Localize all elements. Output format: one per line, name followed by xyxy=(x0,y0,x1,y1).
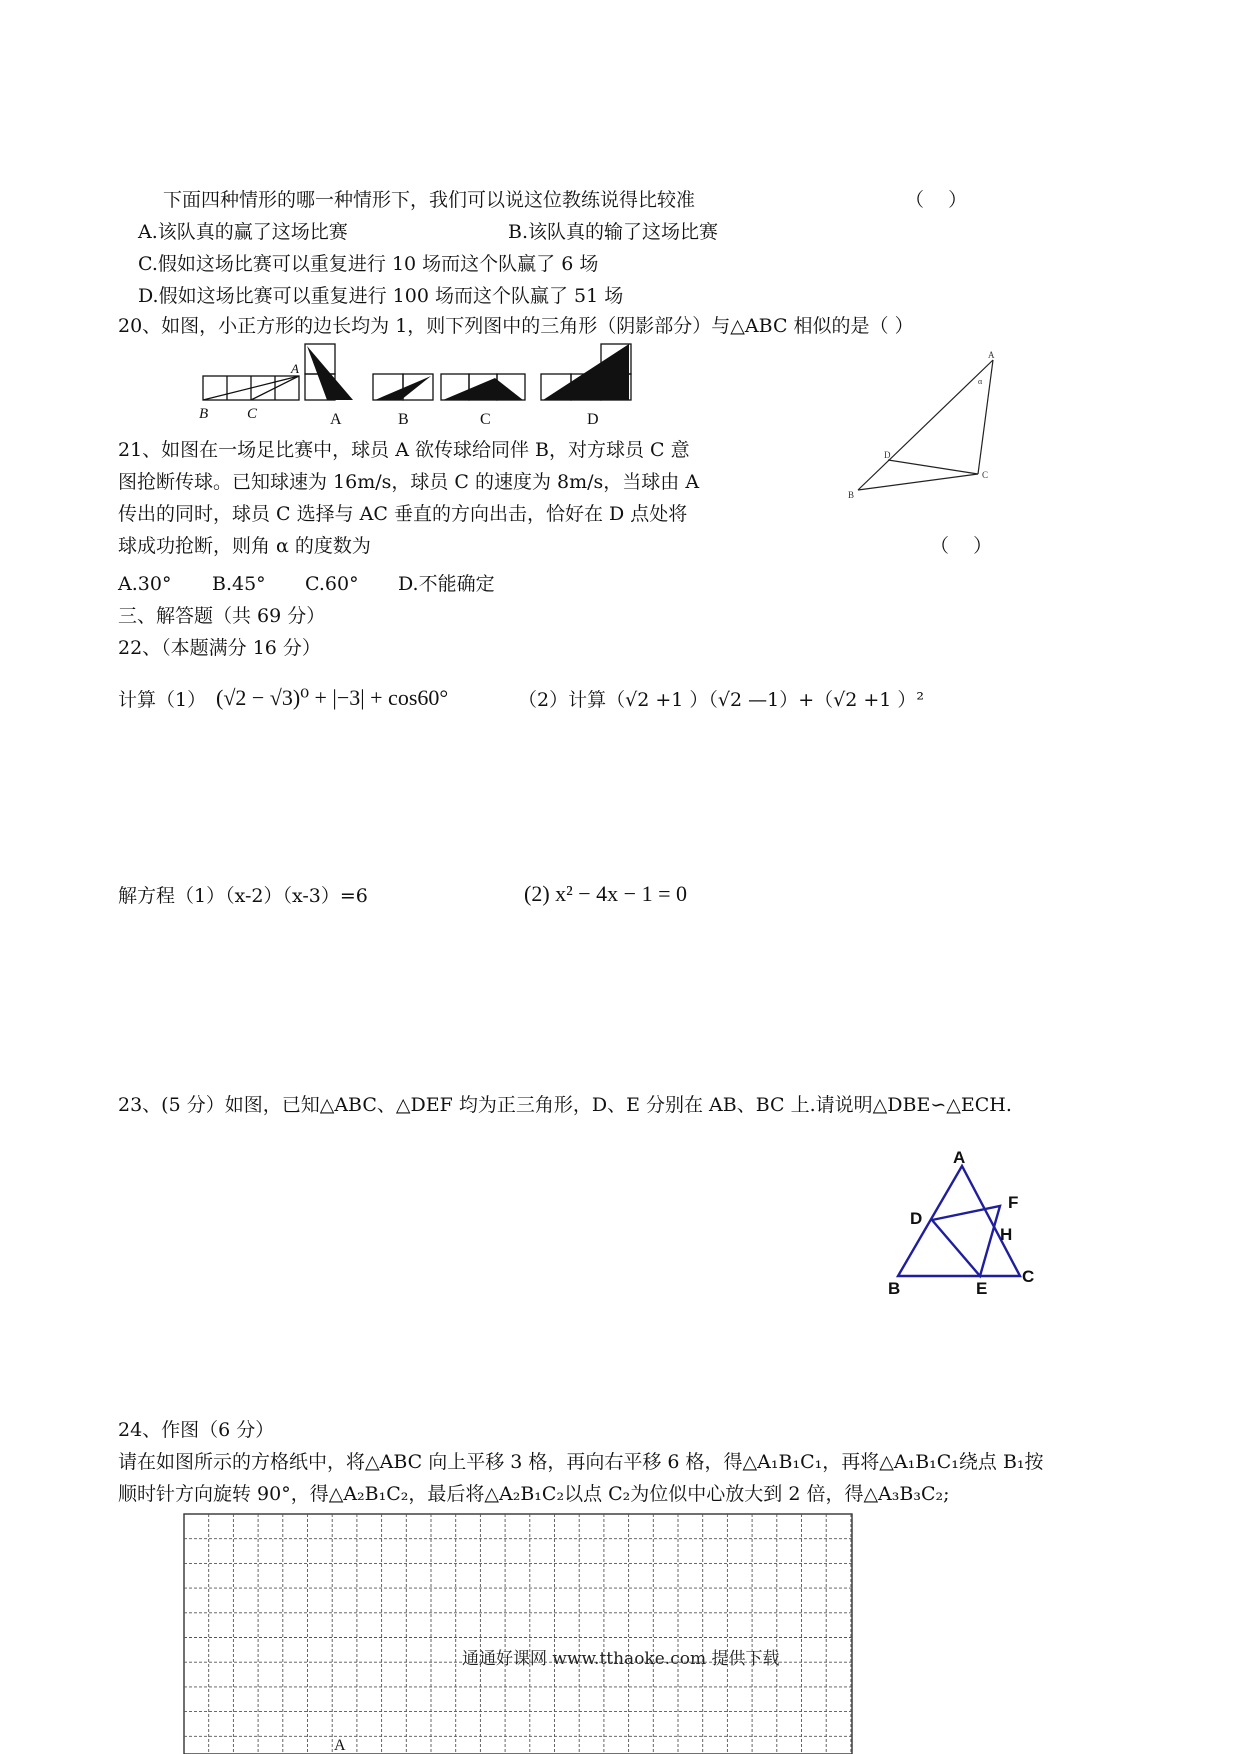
q21-label-b: B xyxy=(848,490,855,500)
q22-title: 22、（本题满分 16 分） xyxy=(118,637,321,659)
q20-text: 20、如图，小正方形的边长均为 1，则下列图中的三角形（阴影部分）与△ABC 相似的是（ ） xyxy=(118,315,914,337)
q21-label-a: A xyxy=(988,350,995,360)
q22-calc2: （2）计算（√2 +1 ）（√2 —1）+（√2 +1 ）² xyxy=(518,689,925,711)
q23-label-f: F xyxy=(1008,1193,1019,1212)
q23-text: 23、(5 分）如图，已知△ABC、△DEF 均为正三角形，D、E 分别在 AB、BC 上.请说明△DBE∽△ECH. xyxy=(118,1094,1012,1116)
q21-label-d: D xyxy=(884,450,891,460)
q22-calc1-expression: (√2 − √3)⁰ + |−3| + cos60° xyxy=(216,685,449,710)
q24-line-2: 顺时针方向旋转 90°，得△A₂B₁C₂，最后将△A₂B₁C₂以点 C₂为位似中心放大到 2 倍，得△A₃B₃C₂; xyxy=(118,1483,950,1505)
q21-option-b: B.45° xyxy=(212,573,266,595)
q21-option-a: A.30° xyxy=(118,573,172,595)
q21-option-c: C.60° xyxy=(305,573,359,595)
q21-label-alpha: α xyxy=(978,377,983,386)
watermark: 通通好课网 www.tthaoke.com 提供下载 xyxy=(462,1649,780,1669)
q23-label-b: B xyxy=(888,1279,901,1298)
q21-figure xyxy=(848,350,1008,500)
q19-stem: 下面四种情形的哪一种情形下，我们可以说这位教练说得比较准 xyxy=(163,189,696,211)
q19-answer-paren: （ ） xyxy=(905,189,968,211)
section-3-heading: 三、解答题（共 69 分） xyxy=(118,605,326,627)
q19-option-a: A.该队真的赢了这场比赛 xyxy=(138,221,348,243)
q22-calc1-prefix: 计算（1） xyxy=(118,689,207,711)
q22-equation-1: 解方程（1）（x-2）（x-3）=6 xyxy=(118,885,368,907)
q23-label-h: H xyxy=(1000,1225,1013,1244)
q20-choice-a: A xyxy=(330,411,342,428)
q24-title: 24、作图（6 分） xyxy=(118,1419,275,1441)
q24-grid-label-a: A xyxy=(334,1737,346,1754)
q23-figure xyxy=(880,1148,1040,1298)
q20-label-b: B xyxy=(199,406,209,422)
q20-label-a-vertex: A xyxy=(291,361,299,376)
q21-answer-paren: （ ） xyxy=(930,535,993,557)
q19-option-b: B.该队真的输了这场比赛 xyxy=(508,221,719,243)
q21-line-3: 传出的同时，球员 C 选择与 AC 垂直的方向出击，恰好在 D 点处将 xyxy=(118,503,688,525)
q24-grid-paper xyxy=(180,1510,856,1754)
q21-line-1: 21、如图在一场足比赛中，球员 A 欲传球给同伴 B，对方球员 C 意 xyxy=(118,439,690,461)
q23-label-c: C xyxy=(1022,1267,1035,1286)
q20-figure xyxy=(195,338,655,430)
q22-equation-2: (2) x² − 4x − 1 = 0 xyxy=(524,881,687,906)
q24-line-1: 请在如图所示的方格纸中，将△ABC 向上平移 3 格，再向右平移 6 格，得△A₁B₁C₁，再将△A₁B₁C₁绕点 B₁按 xyxy=(118,1451,1044,1473)
q21-line-4: 球成功抢断，则角 α 的度数为 xyxy=(118,535,371,557)
q19-option-d: D.假如这场比赛可以重复进行 100 场而这个队赢了 51 场 xyxy=(138,285,624,307)
q20-label-c: C xyxy=(247,406,258,422)
q23-label-a: A xyxy=(953,1148,966,1167)
q21-label-c: C xyxy=(982,470,989,480)
q21-option-d: D.不能确定 xyxy=(398,573,495,595)
q23-label-d: D xyxy=(910,1209,923,1228)
q23-label-e: E xyxy=(976,1279,988,1298)
q20-choice-c: C xyxy=(480,411,491,428)
q19-option-c: C.假如这场比赛可以重复进行 10 场而这个队赢了 6 场 xyxy=(138,253,599,275)
q20-choice-d: D xyxy=(587,411,599,428)
q21-line-2: 图抢断传球。已知球速为 16m/s，球员 C 的速度为 8m/s，当球由 A xyxy=(118,471,700,493)
q20-choice-b: B xyxy=(398,411,409,428)
